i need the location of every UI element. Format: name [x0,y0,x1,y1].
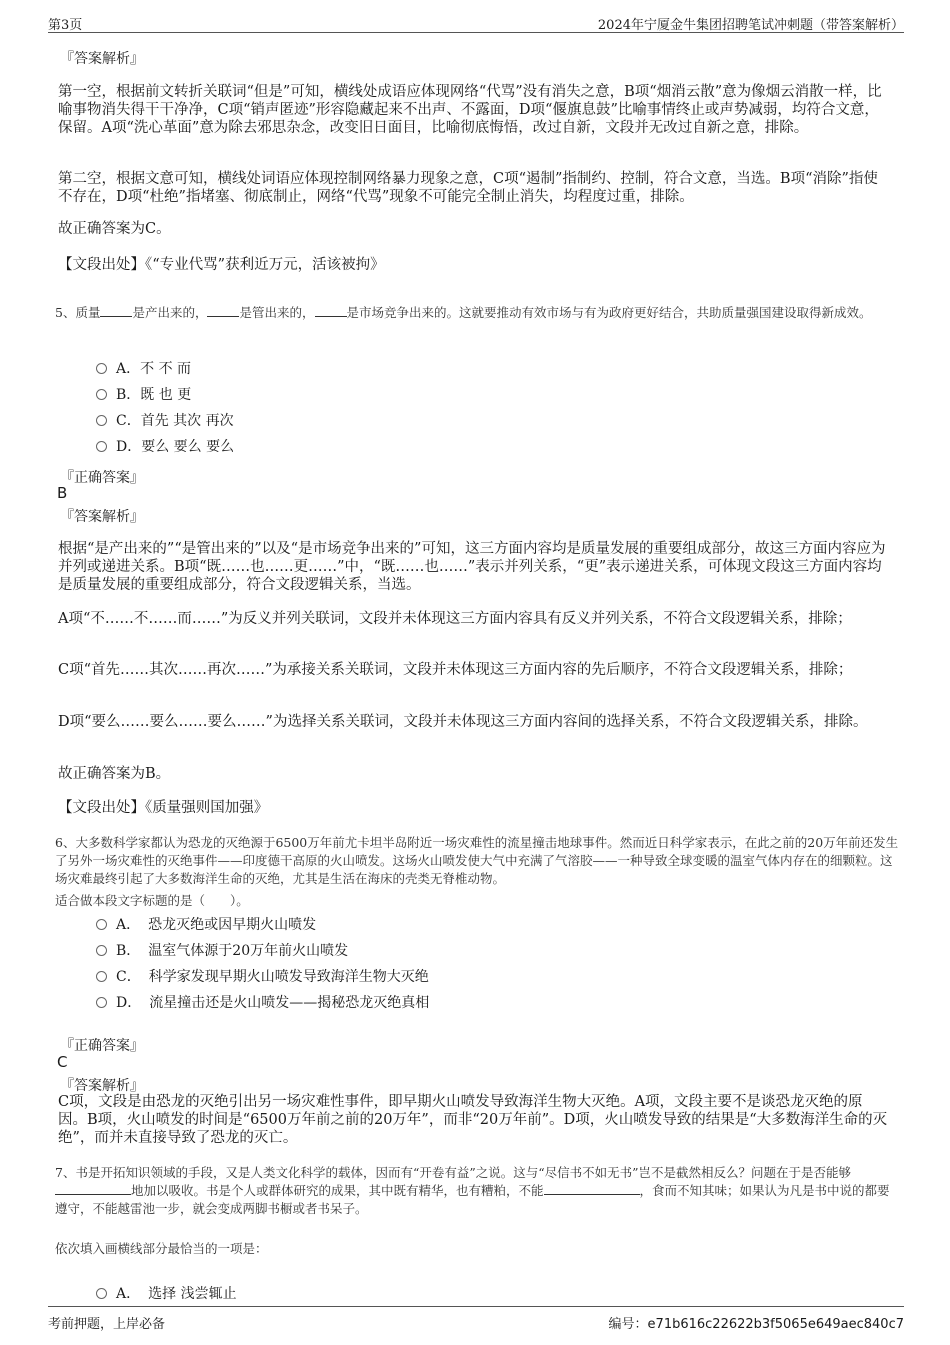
source-title: 《质量强则国加强》 [145,800,269,816]
footer-slogan: 考前押题，上岸必备 [48,1317,166,1332]
fill-blank [315,304,347,317]
q7-stem: 7、书是开拓知识领域的手段，又是人类文化科学的载体，因而有“开卷有益”之说。这与“尽信书不如无书”岂不是截然相反么？问题在于是否能够地加以吸收。书是个人或群体研究的成果，其中既有精华，也有糟粕，不能 ，食而不知其味；如果认为凡是书中说的都要遵守，不能越雷池一步，就会变成两脚书橱或者书呆子。 [55,1165,890,1216]
radio-icon[interactable] [96,415,107,426]
q4-conclusion: 故正确答案为C。 [58,221,171,237]
q5-conclusion: 故正确答案为B。 [58,766,171,782]
fill-blank [55,1182,131,1195]
fill-blank [100,304,132,317]
q5-option-a[interactable]: A．不 不 而 [96,360,191,378]
source-label: 【文段出处】 [58,800,145,816]
q5-analysis-pc: C项“首先……其次……再次……”为承接关系关联词，文段并未体现这三方面内容的先后顺序，不符合文段逻辑关系，排除； [58,662,853,678]
q6-option-d[interactable]: D． 流星撞击还是火山喷发——揭秘恐龙灭绝真相 [96,994,429,1012]
q6-stem: 6、大多数科学家都认为恐龙的灭绝源于6500万年前尤卡坦半岛附近一场灾难性的流星撞击地球事件。然而近日科学家表示，在此之前的20万年前还发生了另外一场灾难性的灭绝事件——印度德干高原的火山喷发。这场火山喷发使大气中充满了气溶胶——一种导致全球变暖的温室气体内存在的细颗粒。这场灾难最终引起了大多数海洋生命的灭绝，尤其是生活在海床的壳类无脊椎动物。 [55,835,899,886]
q5-option-b[interactable]: B．既 也 更 [96,386,191,404]
q5-option-c[interactable]: C．首先 其次 再次 [96,412,234,430]
page-header [48,12,904,33]
q4-analysis-p1: 第一空，根据前文转折关联词“但是”可知，横线处成语应体现网络“代骂”没有消失之意，B项“烟消云散”意为像烟云消散一样，比喻事物消失得干干净净，C项“销声匿迹”形容隐藏起来不出声、不露面，D项“偃旗息鼓”比喻事情终止或声势减弱，均符合文意，保留。A项“洗心革面”意为除去邪思杂念，改变旧日面目，比喻彻底悔悟，改过自新，文段并无改过自新之意，排除。 [58,84,882,136]
q5-stem: 5、质量 是产出来的， 是管出来的， 是市场竞争出来的。这就要推动有效市场与有为政府更好结合，共助质量强国建设取得新成效。 [55,305,872,320]
source-title: 《“专业代骂”获利近万元，活该被拘》 [145,257,385,273]
q5-analysis-p1: 根据“是产出来的”“是管出来的”以及“是市场竞争出来的”可知，这三方面内容均是质量发展的重要组成部分，故这三方面内容应为并列或递进关系。B项“既……也……更……”中，“既……也……”表示并列关系，“更”表示递进关系，可体现文段这三方面内容均是质量发展的重要组成部分，符合文段逻辑关系，当选。 [58,541,886,593]
q7-prompt: 依次填入画横线部分最恰当的一项是： [55,1241,268,1256]
document-title: 2024年宁厦金牛集团招聘笔试冲刺题（带答案解析） [597,18,904,33]
q6-option-c[interactable]: C． 科学家发现早期火山喷发导致海洋生物大灭绝 [96,968,429,986]
q4-analysis-p2: 第二空，根据文意可知，横线处词语应体现控制网络暴力现象之意，C项“遏制”指制约、控制，符合文意，当选。B项“消除”指使不存在，D项“杜绝”指堵塞、彻底制止，网络“代骂”现象不可能完全制止消失，均程度过重，排除。 [58,171,878,205]
q5-analysis-pa: A项“不……不……而……”为反义并列关联词，文段并未体现这三方面内容具有反义并列关系，不符合文段逻辑关系，排除； [58,611,852,627]
q6-option-a[interactable]: A． 恐龙灭绝或因早期火山喷发 [96,916,316,934]
q5-correct-label: 『正确答案』 [60,470,144,486]
radio-icon[interactable] [96,363,107,374]
source-label: 【文段出处】 [58,257,145,273]
q5-source [58,799,890,817]
q5-analysis-label: 『答案解析』 [60,509,144,525]
q4-analysis-label: 『答案解析』 [60,51,144,67]
radio-icon[interactable] [96,389,107,400]
q5-answer: B [57,484,68,502]
page-footer [48,1306,904,1332]
q6-correct-label: 『正确答案』 [60,1038,144,1054]
radio-icon[interactable] [96,945,107,956]
q6-analysis-label: 『答案解析』 [60,1078,144,1094]
q6-option-b[interactable]: B． 温室气体源于20万年前火山喷发 [96,942,348,960]
radio-icon[interactable] [96,1288,107,1299]
q6-answer: C [57,1053,68,1071]
q5-analysis-pd: D项“要么……要么……要么……”为选择关系关联词，文段并未体现这三方面内容间的选择关系，不符合文段逻辑关系，排除。 [58,714,868,730]
fill-blank [544,1182,640,1195]
q5-option-d[interactable]: D．要么 要么 要么 [96,438,234,456]
radio-icon[interactable] [96,971,107,982]
page-number: 第3页 [48,18,83,33]
q6-analysis: C项，文段是由恐龙的灭绝引出另一场灾难性事件，即早期火山喷发导致海洋生物大灭绝。A项，文段主要不是谈恐龙灭绝的原因。B项，火山喷发的时间是“6500万年前之前的20万年”，而非“20万年前”。D项，火山喷发导致的结果是“大多数海洋生命的灭绝”，而并未直接导致了恐龙的灭亡。 [58,1094,888,1146]
radio-icon[interactable] [96,441,107,452]
q6-prompt: 适合做本段文字标题的是（ ）。 [55,893,249,908]
document-code: 编号：e71b616c22622b3f5065e649aec840c7 [608,1317,904,1332]
question-number: 5、 [55,305,76,320]
fill-blank [207,304,239,317]
q4-source [58,256,890,274]
radio-icon[interactable] [96,919,107,930]
radio-icon[interactable] [96,997,107,1008]
q7-option-a[interactable]: A． 选择 浅尝辄止 [96,1285,237,1303]
